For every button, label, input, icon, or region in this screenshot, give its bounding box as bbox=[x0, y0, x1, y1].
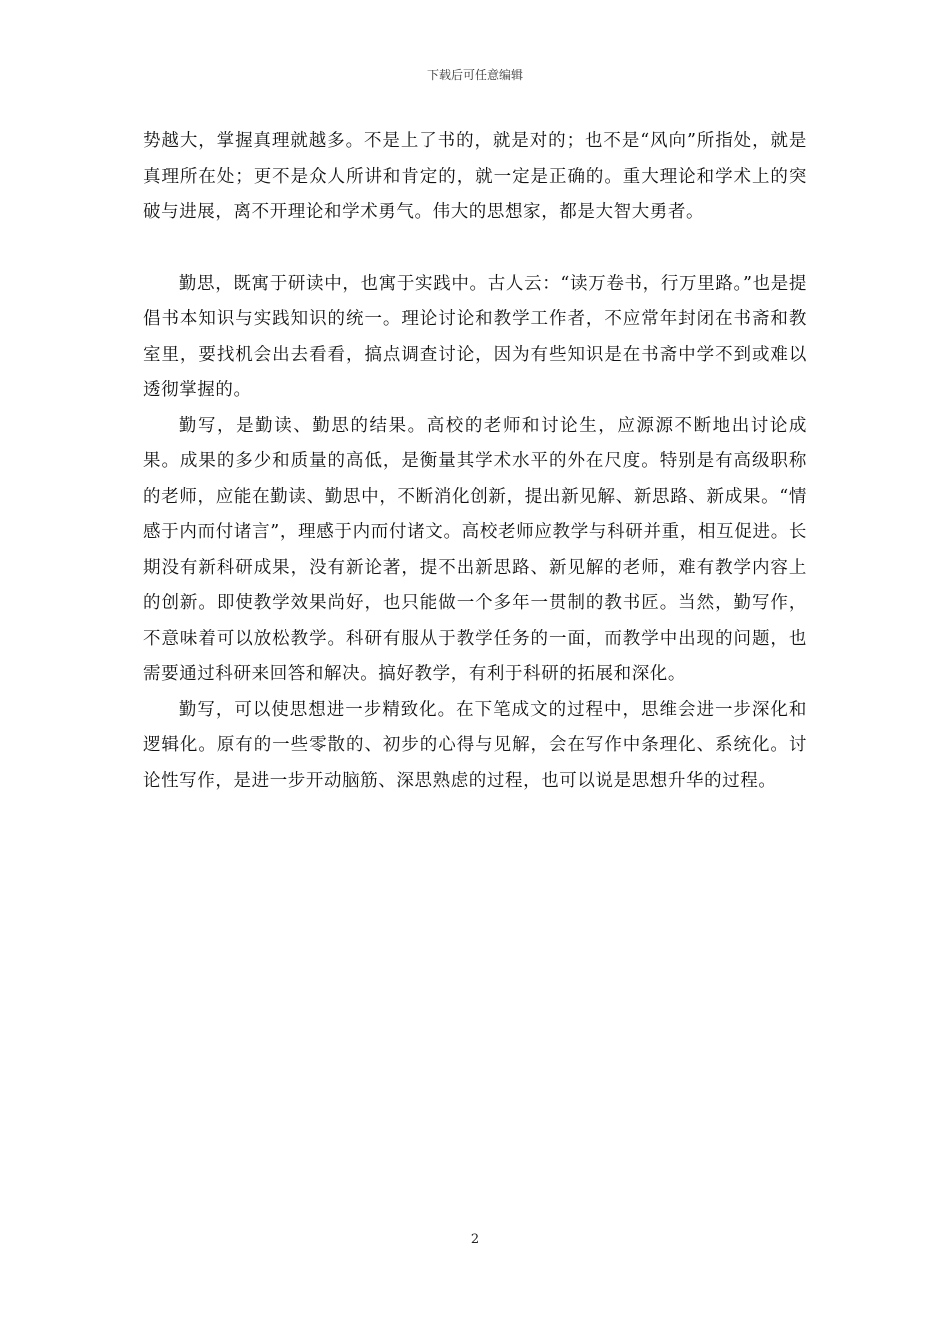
paragraph-continuation: 势越大，掌握真理就越多。不是上了书的，就是对的；也不是“风向”所指处，就是真理所在处；更不是众人所讲和肯定的，就一定是正确的。重大理论和学术上的突破与进展，离不开理论和学术勇气。伟大的思想家，都是大智大勇者。 bbox=[143, 131, 807, 222]
paragraph-qinxie-results: 勤写，是勤读、勤思的结果。高校的老师和讨论生，应源源不断地出讨论成果。成果的多少和质量的高低，是衡量其学术水平的外在尺度。特别是有高级职称的老师，应能在勤读、勤思中，不断消化创新，提出新见解、新思路、新成果。“情感于内而付诸言”，理感于内而付诸文。高校老师应教学与科研并重，相互促进。长期没有新科研成果，没有新论著，提不出新思路、新见解的老师，难有教学内容上的创新。即使教学效果尚好，也只能做一个多年一贯制的教书匠。当然，勤写作，不意味着可以放松教学。科研有服从于教学任务的一面，而教学中出现的问题，也需要通过科研来回答和解决。搞好教学，有利于科研的拓展和深化。 bbox=[143, 415, 807, 684]
page-header: 下载后可任意编辑 bbox=[426, 68, 523, 82]
paragraph-qinsi: 勤思，既寓于研读中，也寓于实践中。古人云：“读万卷书，行万里路。”也是提倡书本知识与实践知识的统一。理论讨论和教学工作者，不应常年封闭在书斋和教室里，要找机会出去看看，搞点调查讨论，因为有些知识是在书斋中学不到或难以透彻掌握的。 bbox=[143, 273, 807, 400]
page-number: 2 bbox=[470, 1232, 480, 1247]
paragraph-qinxie-refinement: 勤写，可以使思想进一步精致化。在下笔成文的过程中，思维会进一步深化和逻辑化。原有的一些零散的、初步的心得与见解，会在写作中条理化、系统化。讨论性写作，是进一步开动脑筋、深思熟虑的过程，也可以说是思想升华的过程。 bbox=[143, 699, 807, 791]
document-body bbox=[143, 124, 807, 799]
